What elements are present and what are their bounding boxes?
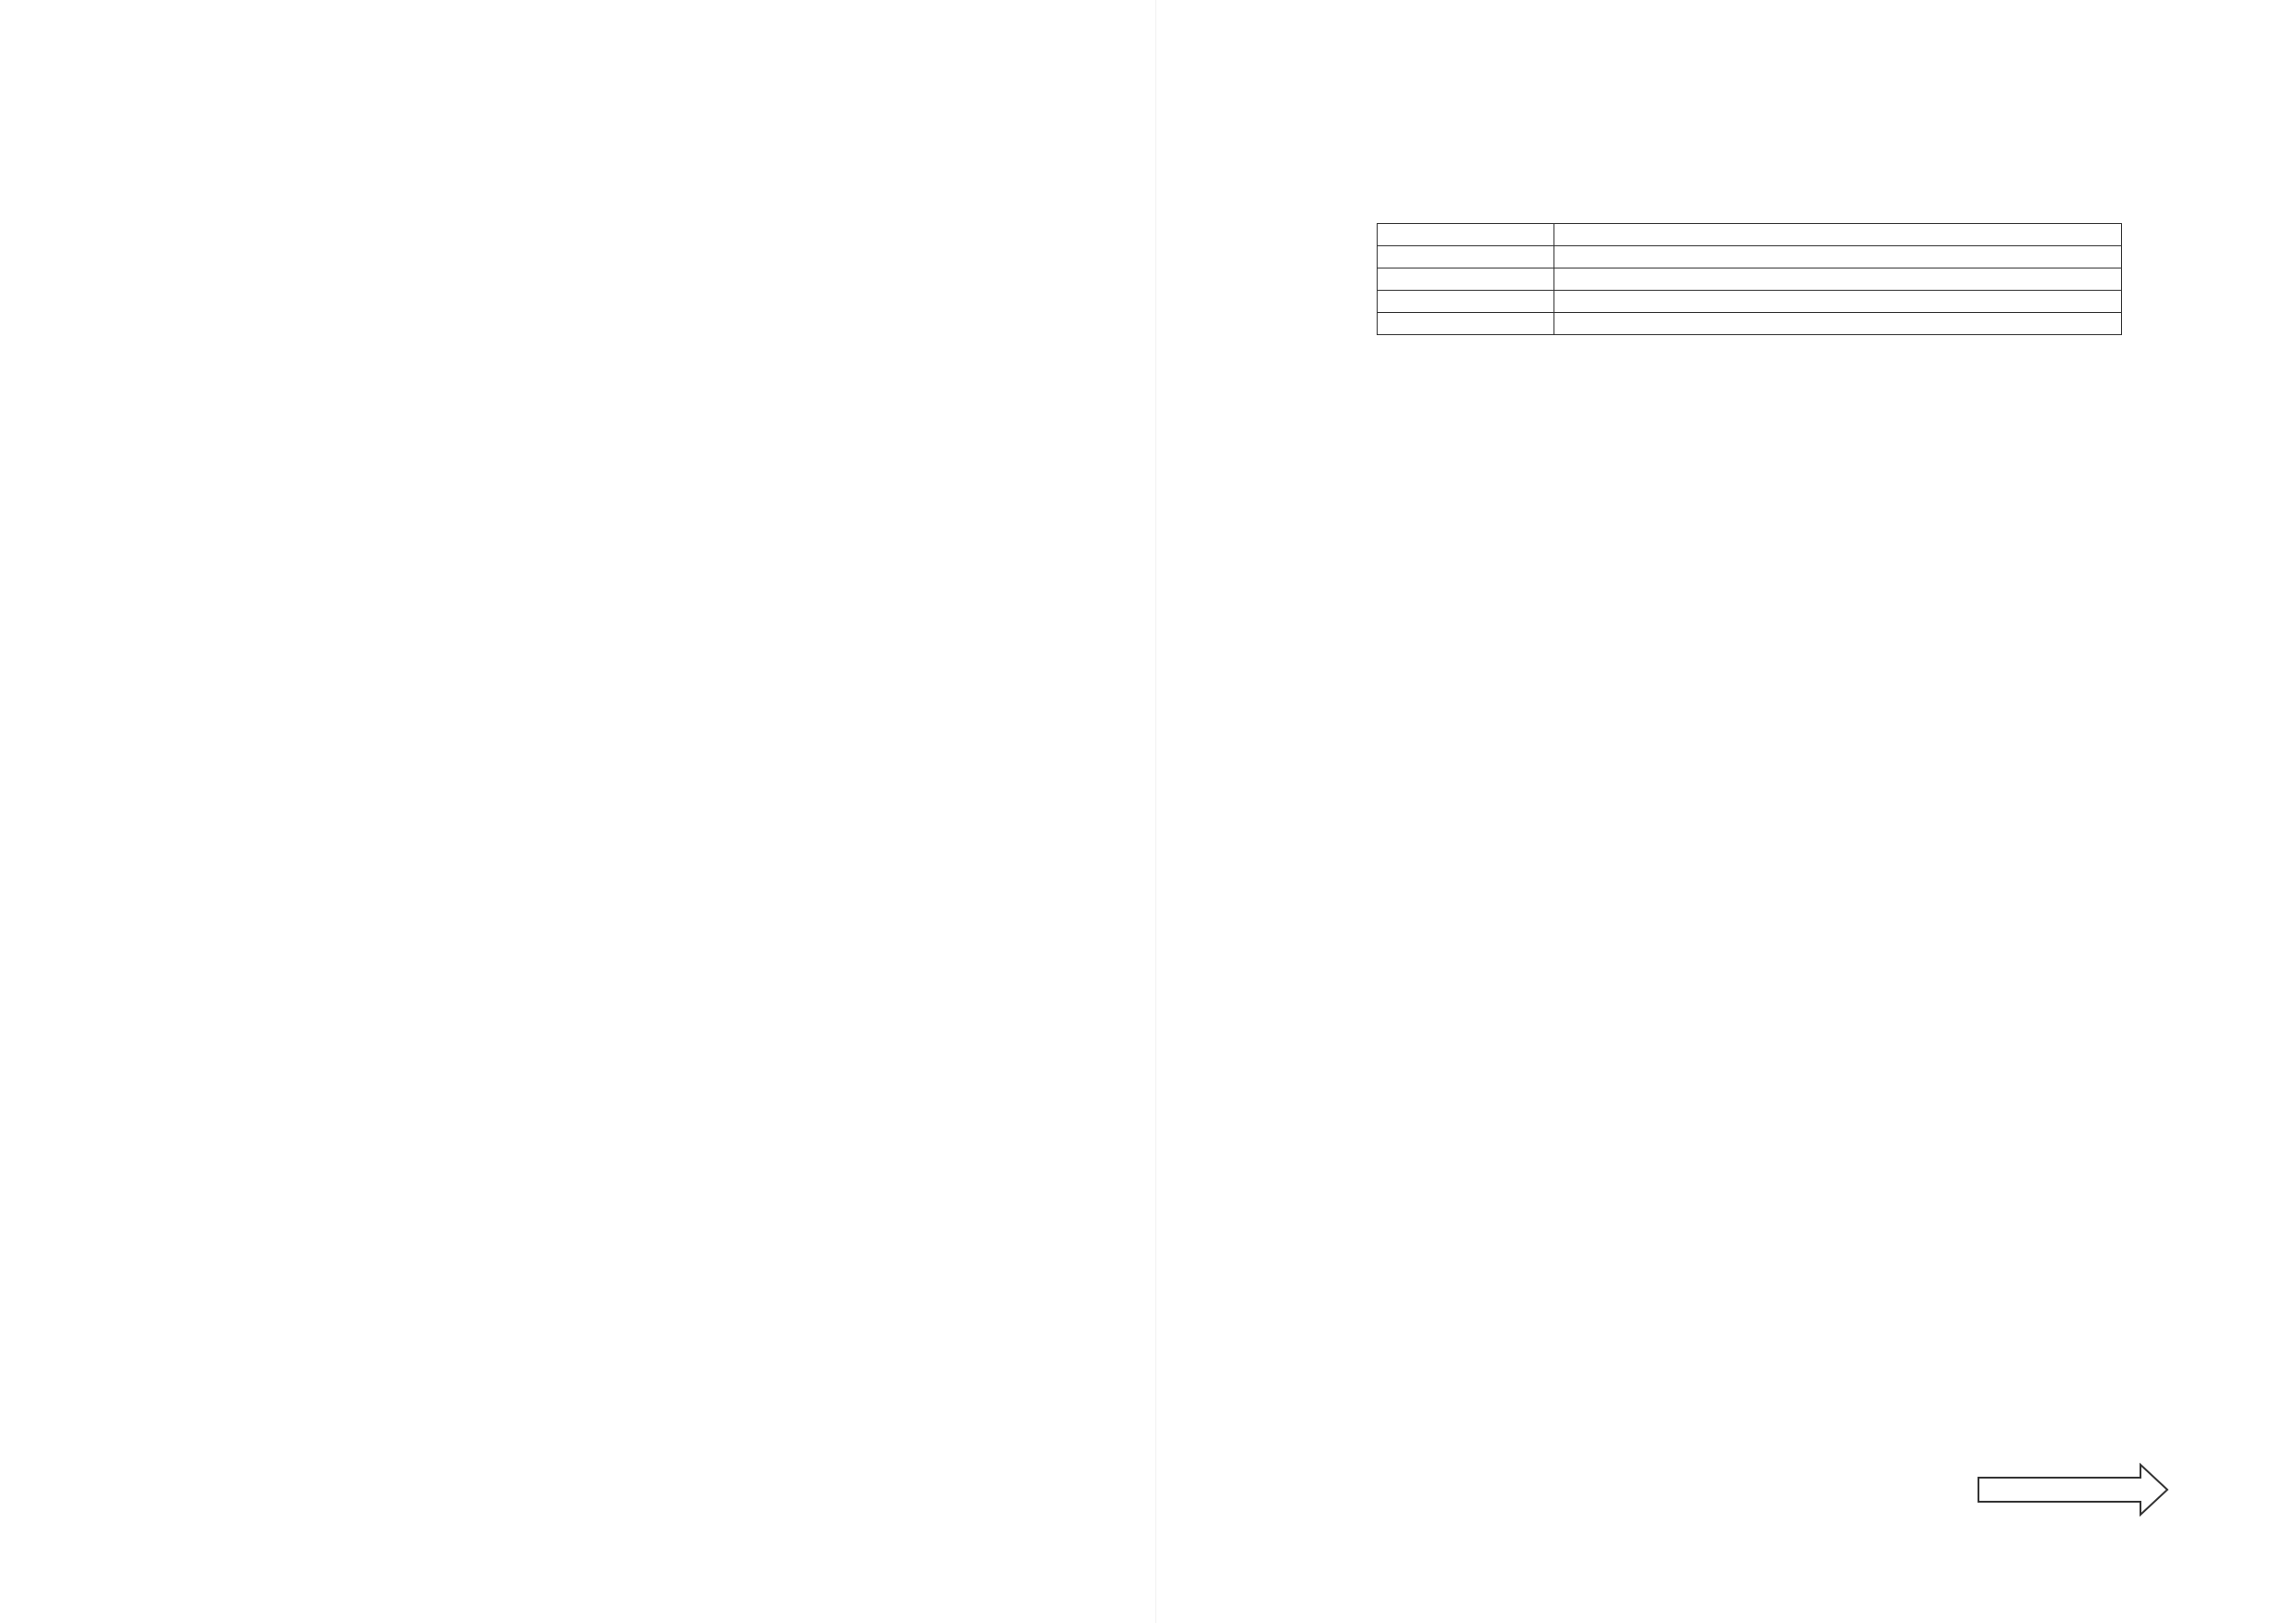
- table-cell-substrate: [1378, 246, 1554, 268]
- table-cell-amount: [1554, 268, 2122, 291]
- next-page-arrow: [1977, 1463, 2171, 1517]
- table-header-substrate: [1378, 224, 1554, 246]
- table-row: [1378, 246, 2122, 268]
- table-row: [1378, 313, 2122, 335]
- table-cell-substrate: [1378, 291, 1554, 313]
- chart-c-scatter: [1342, 774, 1694, 1033]
- table-header-row: [1378, 224, 2122, 246]
- table-cell-substrate: [1378, 313, 1554, 335]
- chart-d-pie: [1815, 796, 2129, 1028]
- page-fold-line: [1155, 0, 1156, 1623]
- table-row: [1378, 268, 2122, 291]
- table-cell-amount: [1554, 313, 2122, 335]
- substrate-table: [1377, 223, 2122, 335]
- table-row: [1378, 291, 2122, 313]
- table-cell-amount: [1554, 291, 2122, 313]
- table-cell-amount: [1554, 246, 2122, 268]
- table-cell-substrate: [1378, 268, 1554, 291]
- chart-a-line: [1342, 452, 1694, 711]
- arrow-right-icon: [1977, 1463, 2171, 1517]
- table-header-amount: [1554, 224, 2122, 246]
- chart-b-bar: [1768, 452, 2148, 711]
